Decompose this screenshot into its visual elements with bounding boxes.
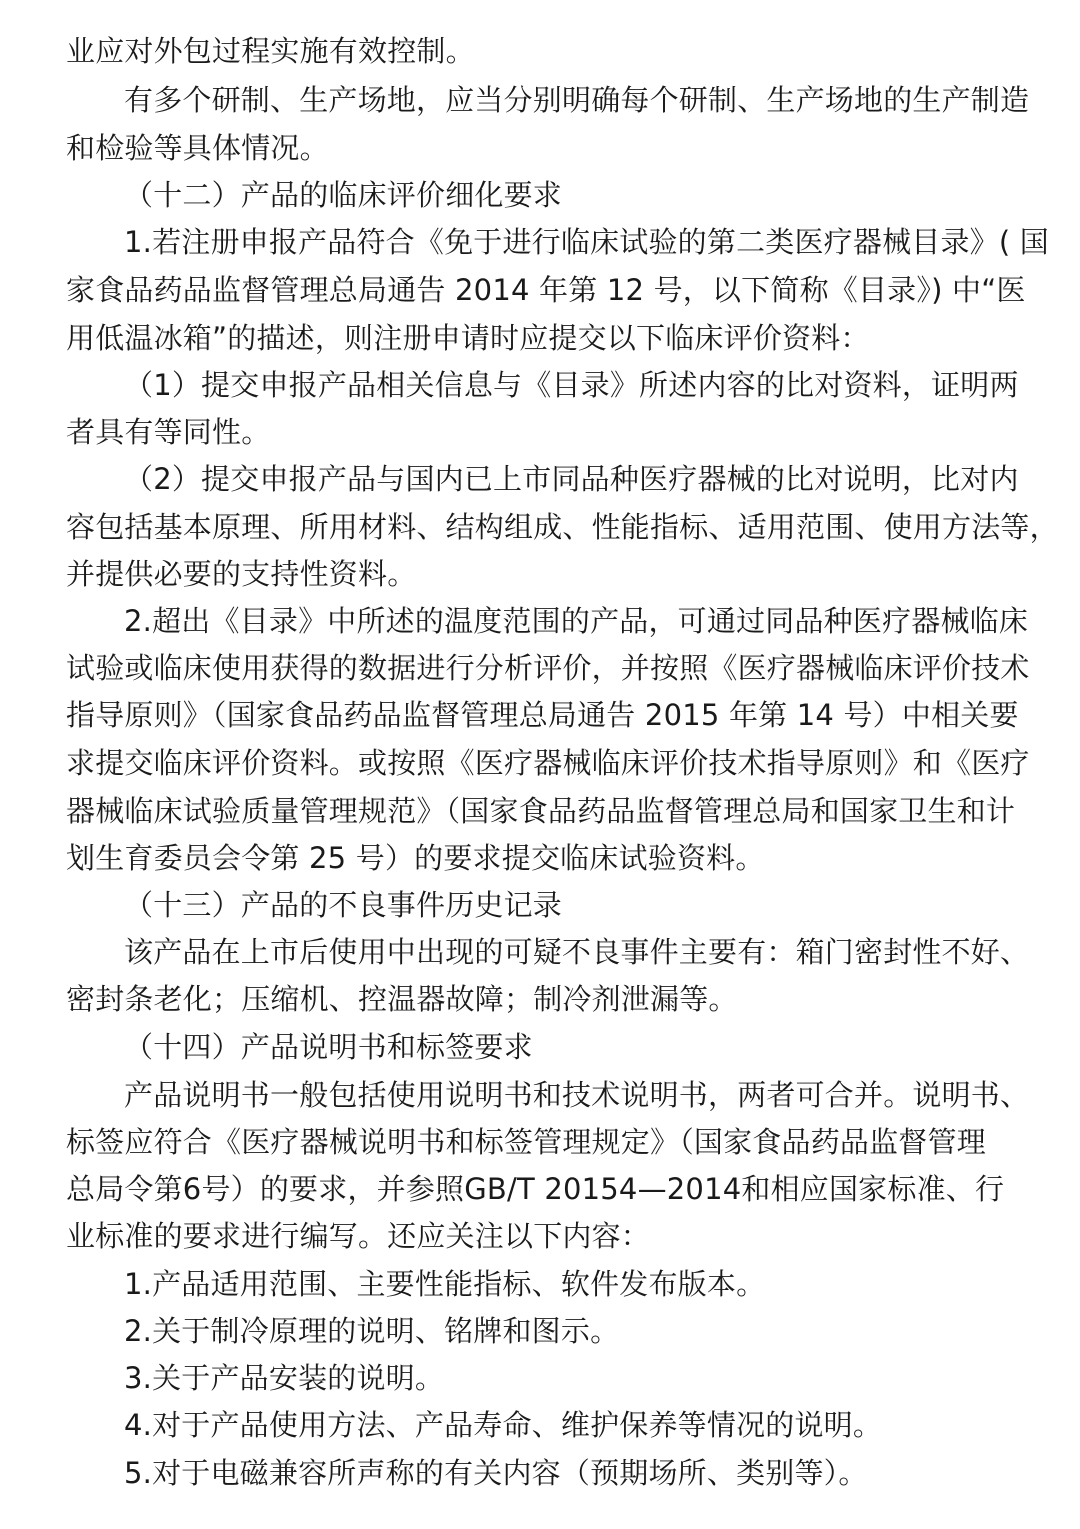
text-line: 总局令第6号）的要求，并参照GB/T 20154—2014和相应国家标准、行 xyxy=(66,1172,1005,1206)
text-line: 试验或临床使用获得的数据进行分析评价，并按照《医疗器械临床评价技术 xyxy=(66,651,1030,685)
text-line: 1.若注册申报产品符合《免于进行临床试验的第二类医疗器械目录》( 国 xyxy=(124,225,1050,259)
text-line: 划生育委员会令第 25 号）的要求提交临床试验资料。 xyxy=(66,841,765,875)
text-line: 并提供必要的支持性资料。 xyxy=(66,557,417,591)
section-heading: （十三）产品的不良事件历史记录 xyxy=(124,888,563,922)
list-item: 3.关于产品安装的说明。 xyxy=(124,1361,445,1395)
text-line: （2）提交申报产品与国内已上市同品种医疗器械的比对说明，比对内 xyxy=(124,462,1019,496)
section-heading: （十四）产品说明书和标签要求 xyxy=(124,1030,533,1064)
text-line: 标签应符合《医疗器械说明书和标签管理规定》（国家食品药品监督管理 xyxy=(66,1125,986,1159)
list-item: 2.关于制冷原理的说明、铭牌和图示。 xyxy=(124,1314,620,1348)
text-line: 和检验等具体情况。 xyxy=(66,131,329,165)
text-line: 2.超出《目录》中所述的温度范围的产品，可通过同品种医疗器械临床 xyxy=(124,604,1029,638)
text-line: 器械临床试验质量管理规范》（国家食品药品监督管理总局和国家卫生和计 xyxy=(66,794,1016,828)
list-item: 4.对于产品使用方法、产品寿命、维护保养等情况的说明。 xyxy=(124,1408,883,1442)
text-line: 指导原则》（国家食品药品监督管理总局通告 2015 年第 14 号）中相关要 xyxy=(66,698,1019,732)
text-line: （1）提交申报产品相关信息与《目录》所述内容的比对资料，证明两 xyxy=(124,368,1019,402)
text-line: 容包括基本原理、所用材料、结构组成、性能指标、适用范围、使用方法等， xyxy=(66,510,1059,544)
text-line: 有多个研制、生产场地，应当分别明确每个研制、生产场地的生产制造 xyxy=(124,83,1030,117)
section-heading: （十二）产品的临床评价细化要求 xyxy=(124,178,563,212)
text-line: 该产品在上市后使用中出现的可疑不良事件主要有：箱门密封性不好、 xyxy=(124,935,1030,969)
text-line: 者具有等同性。 xyxy=(66,415,271,449)
text-line: 业标准的要求进行编写。还应关注以下内容： xyxy=(66,1219,651,1253)
text-line: 密封条老化；压缩机、控温器故障；制冷剂泄漏等。 xyxy=(66,982,738,1016)
text-line: 求提交临床评价资料。或按照《医疗器械临床评价技术指导原则》和《医疗 xyxy=(66,746,1030,780)
text-line: 用低温冰箱”的描述，则注册申请时应提交以下临床评价资料： xyxy=(66,321,870,355)
text-line: 家食品药品监督管理总局通告 2014 年第 12 号，以下简称《目录》) 中“医 xyxy=(66,273,1026,307)
text-line: 业应对外包过程实施有效控制。 xyxy=(66,34,475,68)
list-item: 1.产品适用范围、主要性能指标、软件发布版本。 xyxy=(124,1267,766,1301)
list-item: 5.对于电磁兼容所声称的有关内容（预期场所、类别等）。 xyxy=(124,1456,868,1490)
text-line: 产品说明书一般包括使用说明书和技术说明书，两者可合并。说明书、 xyxy=(124,1078,1030,1112)
